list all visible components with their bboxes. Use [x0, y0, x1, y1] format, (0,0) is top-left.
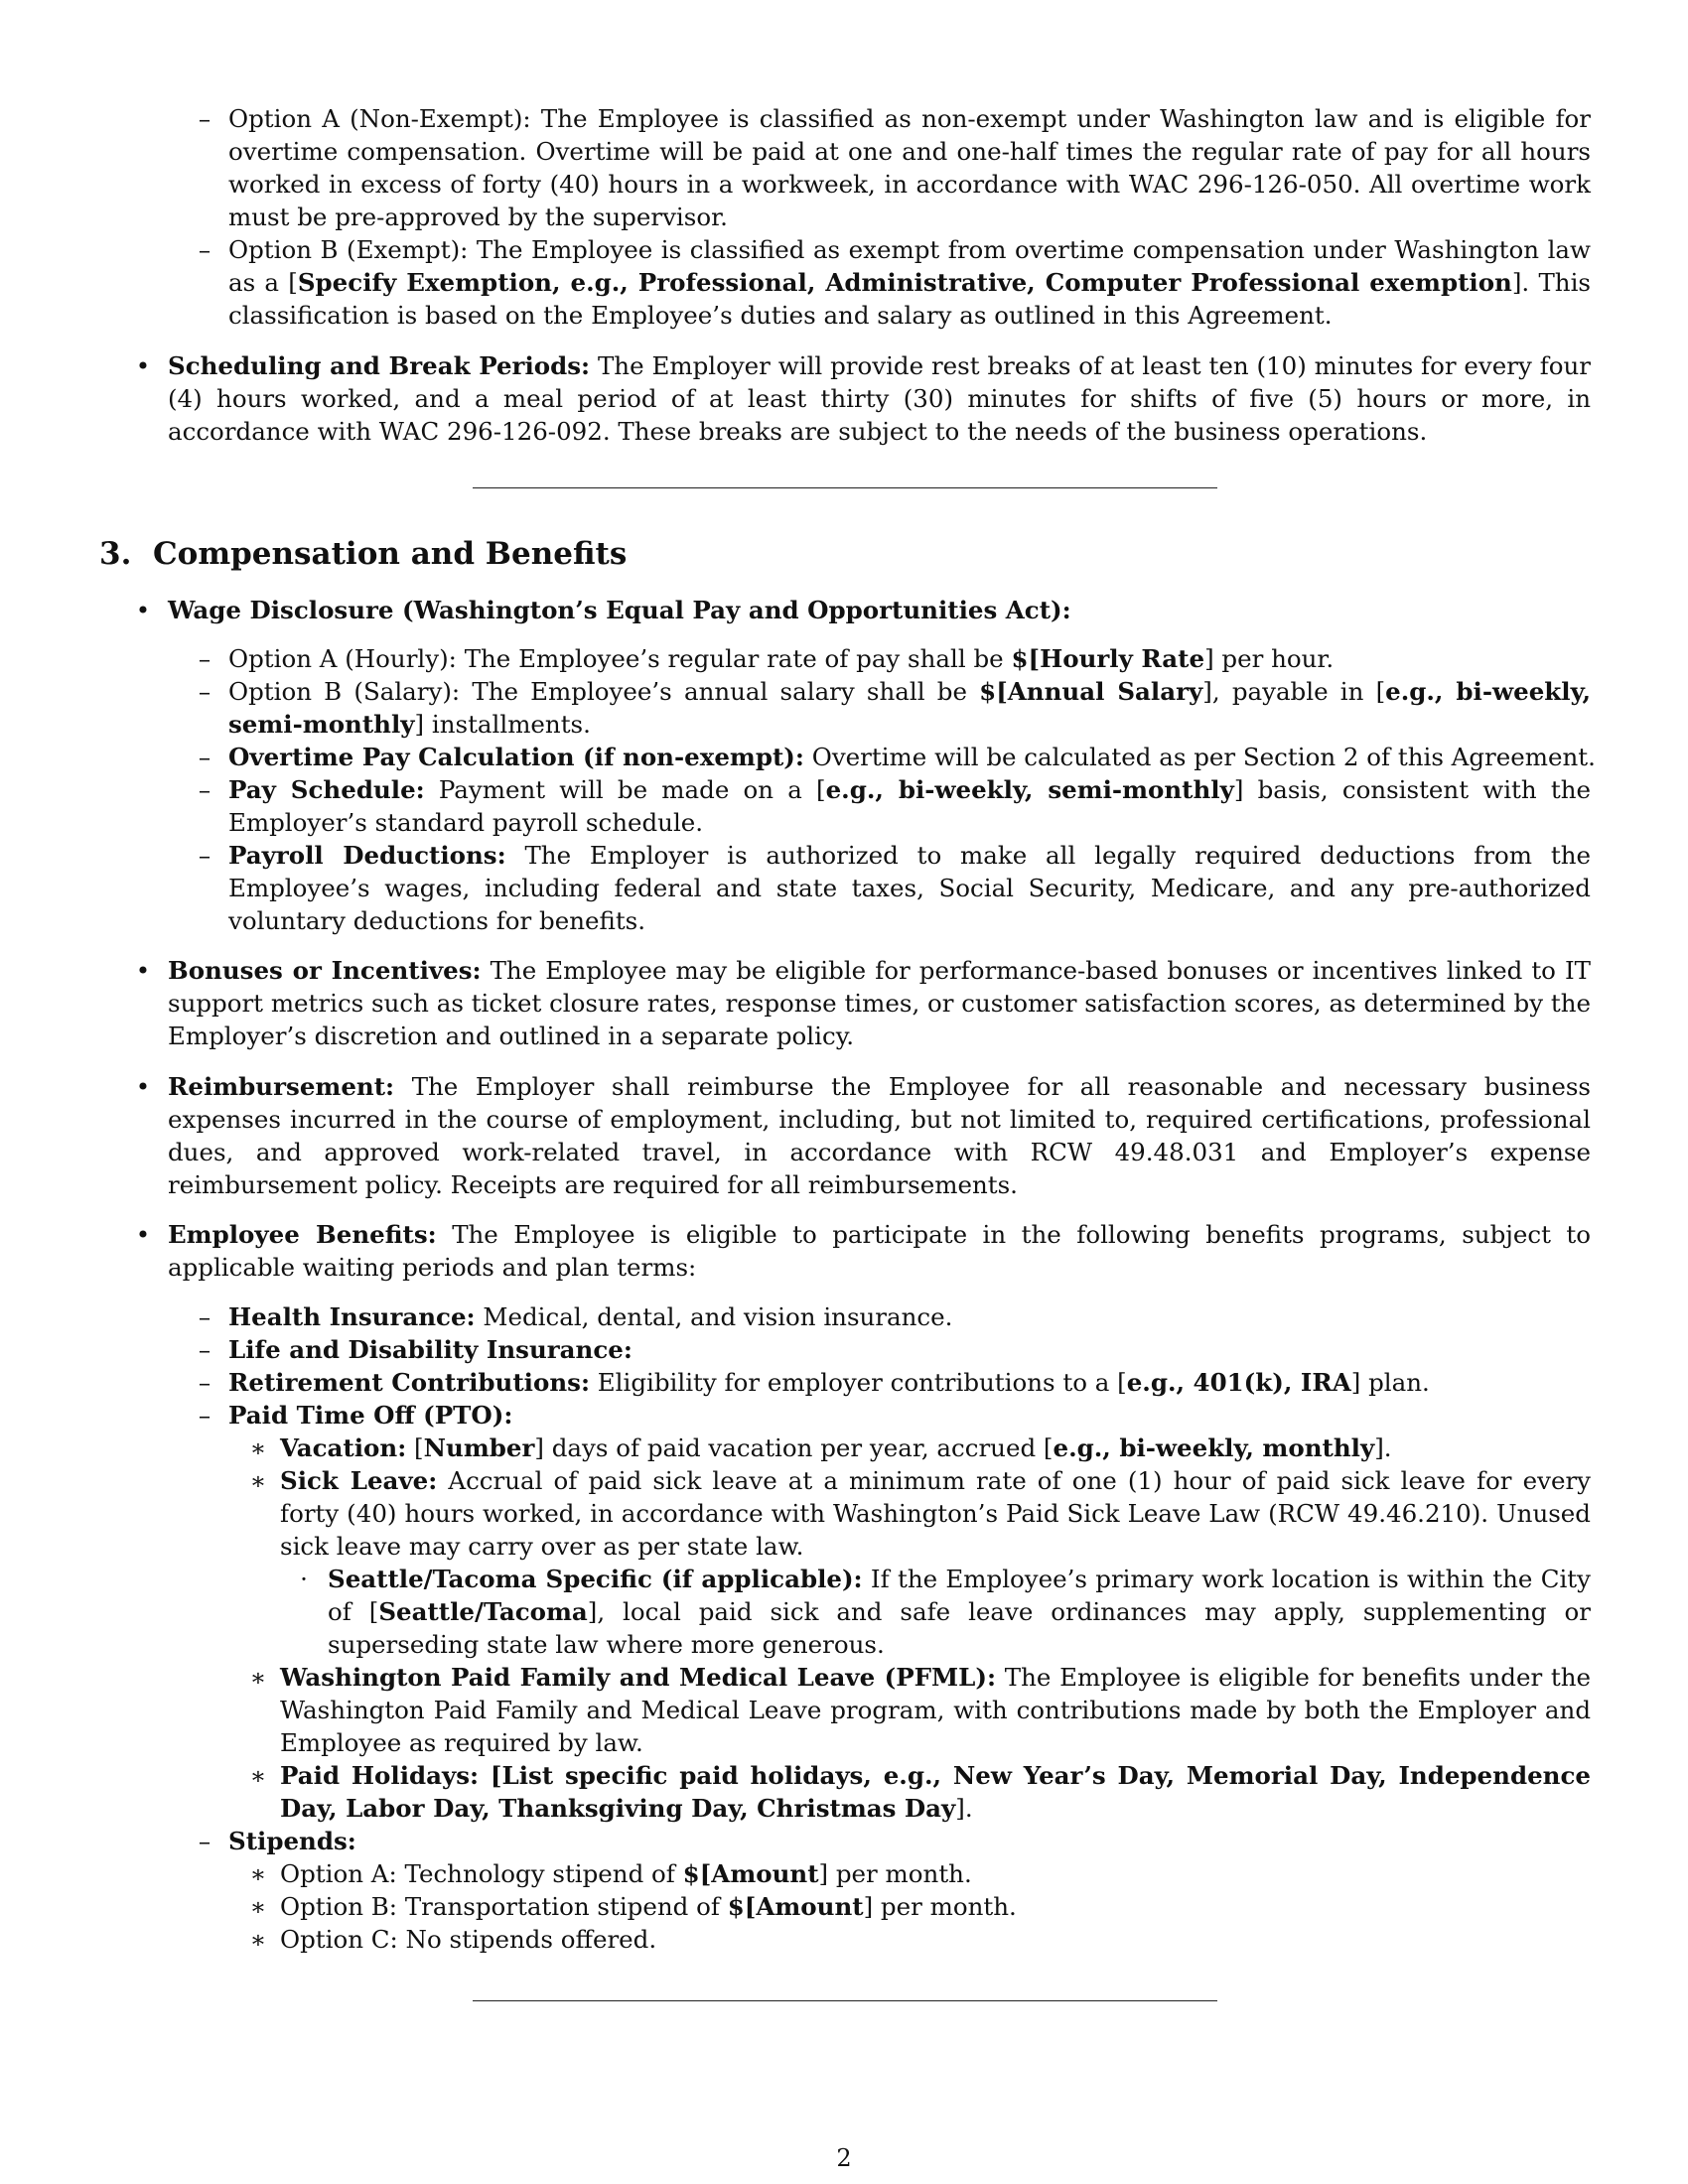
section-3-heading	[99, 534, 627, 574]
overtime-option-a	[228, 102, 1591, 233]
benefits-label: Employee Benefits:	[168, 1220, 437, 1249]
overtime-calc-text: Overtime will be calculated as per Section 2 of this Agreement.	[811, 743, 1596, 771]
page-number: 2	[836, 2144, 852, 2172]
stipend-option-c	[280, 1923, 1591, 1956]
retirement-placeholder: e.g., 401(k), IRA	[1126, 1368, 1351, 1397]
pay-schedule-text: Payment will be made on a [	[438, 775, 826, 804]
payroll-deductions-label: Payroll Deductions:	[228, 841, 506, 870]
retirement-text: Eligibility for employer contributions to a [	[597, 1368, 1127, 1397]
scheduling-label: Scheduling and Break Periods:	[168, 351, 591, 380]
bonuses-label: Bonuses or Incentives:	[168, 956, 482, 985]
payroll-deductions-text: The Employer is authorized to make all legally required deductions from the Employee’s wages, including federal and state taxes, Social Security, Medicare, and any pre-authorized voluntary deductions for benefits.	[228, 841, 1591, 935]
asterisk-marker: ∗	[249, 1859, 267, 1888]
pay-schedule	[228, 773, 1591, 839]
stipend-option-a	[280, 1857, 1591, 1890]
retirement-end: ] plan.	[1350, 1368, 1430, 1397]
health-text: Medical, dental, and vision insurance.	[483, 1302, 953, 1331]
dash-marker: –	[198, 775, 211, 804]
dash-marker: –	[198, 1368, 211, 1397]
holidays-end: ].	[955, 1794, 973, 1823]
stipend-b-amount: $[Amount	[727, 1892, 864, 1921]
wage-disclosure-label: Wage Disclosure (Washington’s Equal Pay and Opportunities Act):	[168, 596, 1071, 624]
bonuses-text: The Employee may be eligible for performance-based bonuses or incentives linked to IT support metrics such as ticket closure rates, response times, or customer satisfaction scores, as determined by the Employer’s discretion and outlined in a separate policy.	[168, 956, 1591, 1050]
stipend-a-amount: $[Amount	[682, 1859, 819, 1888]
bullet-marker: •	[135, 1072, 151, 1101]
stipends-label: Stipends:	[228, 1827, 356, 1855]
vacation-text: [	[414, 1433, 424, 1462]
pfml-label: Washington Paid Family and Medical Leave (PFML):	[280, 1663, 997, 1692]
health-label: Health Insurance:	[228, 1302, 476, 1331]
paid-holidays	[280, 1759, 1591, 1825]
retirement-label: Retirement Contributions:	[228, 1368, 590, 1397]
dash-marker: –	[198, 235, 211, 264]
scheduling-text: The Employer will provide rest breaks of at least ten (10) minutes for every four (4) hours worked, and a meal period of at least thirty (30) minutes for shifts of five (5) hours or more, in accordance with WAC 296-126-092. These breaks are subject to the needs of the business operations.	[168, 351, 1591, 446]
payroll-deductions	[228, 839, 1591, 937]
stipends	[228, 1825, 1591, 1857]
reimbursement-text: The Employer shall reimburse the Employee for all reasonable and necessary business expenses incurred in the course of employment, including, but not limited to, required certifications, professional dues, and approved work-related travel, in accordance with RCW 49.48.031 and Employer’s expense reimbursement policy. Receipts are required for all reimbursements.	[168, 1072, 1591, 1199]
section-number: 3.	[99, 536, 132, 572]
section-divider	[473, 2000, 1217, 2001]
seattle-end: ], local paid sick and safe leave ordinances may apply, supplementing or superseding state law where more generous.	[328, 1597, 1591, 1659]
asterisk-marker: ∗	[249, 1925, 267, 1954]
retirement-contributions	[228, 1366, 1591, 1399]
vacation-mid: ] days of paid vacation per year, accrued [	[534, 1433, 1054, 1462]
annual-salary-placeholder: $[Annual Salary	[979, 677, 1203, 706]
wage-disclosure	[168, 594, 1591, 626]
dash-marker: –	[198, 1302, 211, 1331]
scheduling-breaks	[168, 349, 1591, 448]
pto-label: Paid Time Off (PTO):	[228, 1401, 513, 1430]
vacation	[280, 1432, 1591, 1464]
pay-schedule-label: Pay Schedule:	[228, 775, 425, 804]
vacation-end: ].	[1374, 1433, 1392, 1462]
pay-frequency-placeholder: e.g., bi-weekly, semi-monthly	[228, 677, 1591, 739]
asterisk-marker: ∗	[249, 1892, 267, 1921]
benefits-text: The Employee is eligible to participate in the following benefits programs, subject to applicable waiting periods and plan terms:	[168, 1220, 1591, 1282]
hourly-rate-placeholder: $[Hourly Rate	[1011, 644, 1205, 673]
asterisk-marker: ∗	[249, 1663, 267, 1692]
seattle-label: Seattle/Tacoma Specific (if applicable):	[328, 1565, 863, 1593]
section-divider	[473, 487, 1217, 488]
asterisk-marker: ∗	[249, 1761, 267, 1790]
wage-option-b-end: ] installments.	[414, 710, 591, 739]
asterisk-marker: ∗	[249, 1466, 267, 1495]
overtime-calc-label: Overtime Pay Calculation (if non-exempt):	[228, 743, 804, 771]
pay-schedule-placeholder: e.g., bi-weekly, semi-monthly	[825, 775, 1234, 804]
dash-marker: –	[198, 743, 211, 771]
dash-marker: –	[198, 644, 211, 673]
stipend-b-end: ] per month.	[863, 1892, 1017, 1921]
dash-marker: –	[198, 104, 211, 133]
pay-schedule-end: ] basis, consistent with the Employer’s standard payroll schedule.	[228, 775, 1591, 837]
health-insurance	[228, 1300, 1591, 1333]
pfml-text: The Employee is eligible for benefits under the Washington Paid Family and Medical Leave program, with contributions made by both the Employer and Employee as required by law.	[280, 1663, 1591, 1757]
stipend-b-text: Option B: Transportation stipend of	[280, 1892, 728, 1921]
bullet-marker: •	[135, 1220, 151, 1249]
stipend-a-end: ] per month.	[818, 1859, 972, 1888]
bullet-marker: •	[135, 351, 151, 380]
asterisk-marker: ∗	[249, 1433, 267, 1462]
overtime-option-b	[228, 233, 1591, 332]
wage-option-a-end: ] per hour.	[1204, 644, 1335, 673]
option-a-text: The Employee is classified as non-exempt under Washington law and is eligible for overtime compensation. Overtime will be paid at one and one-half times the regular rate of pay for all hours worked in excess of forty (40) hours in a workweek, in accordance with WAC 296-126-050. All overtime work must be pre-approved by the supervisor.	[228, 104, 1592, 231]
wage-option-b-text: Option B (Salary): The Employee’s annual salary shall be	[228, 677, 980, 706]
sick-leave-text: Accrual of paid sick leave at a minimum rate of one (1) hour of paid sick leave for every forty (40) hours worked, in accordance with Washington’s Paid Sick Leave Law (RCW 49.46.210). Unused sick leave may carry over as per state law.	[280, 1466, 1591, 1561]
seattle-placeholder: Seattle/Tacoma	[378, 1597, 588, 1626]
life-disability-insurance	[228, 1333, 1591, 1366]
bullet-marker: •	[135, 596, 151, 624]
seattle-text: If the Employee’s primary work location is within the City of [	[328, 1565, 1591, 1626]
dash-marker: –	[198, 1827, 211, 1855]
bullet-marker: •	[135, 956, 151, 985]
vacation-days-placeholder: Number	[423, 1433, 535, 1462]
stipend-c-text: Option C: No stipends offered.	[280, 1925, 657, 1954]
paid-time-off	[228, 1399, 1591, 1432]
section-title: Compensation and Benefits	[152, 536, 628, 572]
dash-marker: –	[198, 1401, 211, 1430]
dot-marker: ·	[300, 1565, 308, 1593]
sick-leave	[280, 1464, 1591, 1563]
option-b-placeholder: Specify Exemption, e.g., Professional, Administrative, Computer Professional exemption	[297, 268, 1512, 297]
dash-marker: –	[198, 1335, 211, 1364]
dash-marker: –	[198, 677, 211, 706]
option-a-label: Option A (Non-Exempt):	[228, 104, 531, 133]
option-b-text-end: ]. This classification is based on the Employee’s duties and salary as outlined in this Agreement.	[228, 268, 1591, 330]
overtime-calculation	[228, 741, 1618, 773]
pfml	[280, 1661, 1591, 1759]
dash-marker: –	[198, 841, 211, 870]
stipend-option-b	[280, 1890, 1591, 1923]
wage-option-a	[228, 642, 1599, 675]
employee-benefits	[168, 1218, 1591, 1284]
vacation-label: Vacation:	[280, 1433, 407, 1462]
sick-leave-label: Sick Leave:	[280, 1466, 438, 1495]
stipend-a-text: Option A: Technology stipend of	[280, 1859, 683, 1888]
holidays-label: Paid Holidays: [List specific paid holidays, e.g., New Year’s Day, Memorial Day, Independence Day, Labor Day, Thanksgiving Day, Christmas Day	[280, 1761, 1591, 1823]
vacation-accrual-placeholder: e.g., bi-weekly, monthly	[1053, 1433, 1375, 1462]
wage-option-b	[228, 675, 1591, 741]
seattle-tacoma-specific	[328, 1563, 1591, 1661]
option-b-text: Option B (Exempt): The Employee is classified as exempt from overtime compensation under Washington law as a [	[228, 235, 1591, 297]
bonuses-incentives	[168, 954, 1591, 1052]
wage-option-b-mid: ], payable in [	[1202, 677, 1386, 706]
wage-option-a-text: Option A (Hourly): The Employee’s regular rate of pay shall be	[228, 644, 1012, 673]
reimbursement	[168, 1070, 1591, 1201]
life-label: Life and Disability Insurance:	[228, 1335, 633, 1364]
reimbursement-label: Reimbursement:	[168, 1072, 395, 1101]
